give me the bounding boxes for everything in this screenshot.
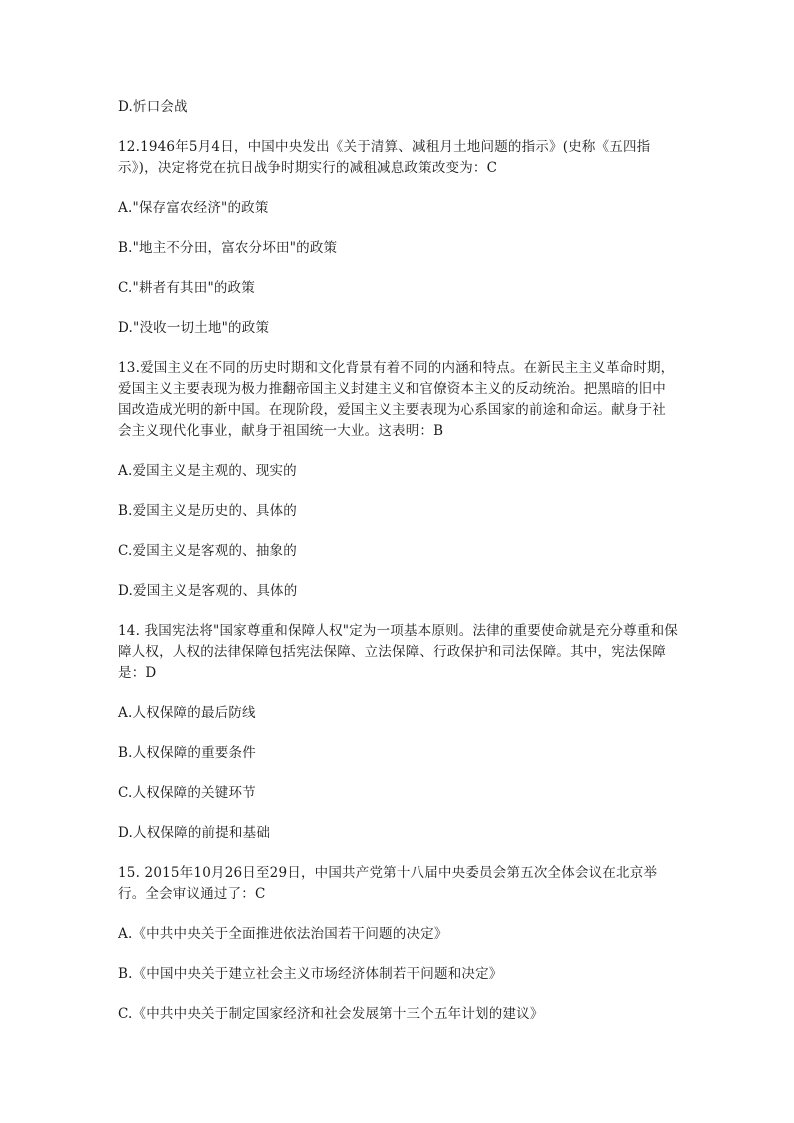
document-page <box>118 97 678 1044</box>
option-text: B."地主不分田，富农分坏田"的政策 <box>118 240 338 256</box>
option-text: D."没收一切土地"的政策 <box>118 320 270 336</box>
question-text: 13.爱国主义在不同的历史时期和文化背景有着不同的内涵和特点。在新民主主义革命时期，爱国主义主要表现为极力推翻帝国主义封建主义和官僚资本主义的反动统治。把黑暗的旧中国改造成光明的新中国。在现阶段，爱国主义主要表现为心系国家的前途和命运。献身于社会主义现代化事业，献身于祖国统一大业。这表明：B <box>118 360 675 439</box>
option-text: B.爱国主义是历史的、具体的 <box>118 503 298 519</box>
option-text: B.《中国中央关于建立社会主义市场经济体制若干问题和决定》 <box>118 966 503 982</box>
option-text: D.爱国主义是客观的、具体的 <box>118 583 298 599</box>
question-text: 15. 2015年10月26日至29日，中国共产党第十八届中央委员会第五次全体会议在北京举行。全会审议通过了：C <box>118 865 658 902</box>
option-text: A."保存富农经济"的政策 <box>118 200 269 216</box>
option-text: C."耕者有其田"的政策 <box>118 280 255 296</box>
question-text: 12.1946年5月4日，中国中央发出《关于清算、减租月土地问题的指示》(史称《五四指示》)，决定将党在抗日战争时期实行的减租减息政策改变为：C <box>118 139 651 176</box>
question-text: 14. 我国宪法将"国家尊重和保障人权"定为一项基本原则。法律的重要使命就是充分尊重和保障人权，人权的法律保障包括宪法保障、立法保障、行政保护和司法保障。其中，宪法保障是：D <box>118 623 678 681</box>
option-text: C.《中共中央关于制定国家经济和社会发展第十三个五年计划的建议》 <box>118 1006 544 1022</box>
option-text: B.人权保障的重要条件 <box>118 745 256 761</box>
option-text: C.人权保障的关键环节 <box>118 785 256 801</box>
option-text: C.爱国主义是客观的、抽象的 <box>118 543 297 559</box>
option-text: D.人权保障的前提和基础 <box>118 825 271 841</box>
option-text: A.爱国主义是主观的、现实的 <box>118 463 297 479</box>
option-text: D.忻口会战 <box>118 99 188 115</box>
option-text: A.人权保障的最后防线 <box>118 705 256 721</box>
option-text: A.《中共中央关于全面推进依法治国若干问题的决定》 <box>118 926 448 942</box>
